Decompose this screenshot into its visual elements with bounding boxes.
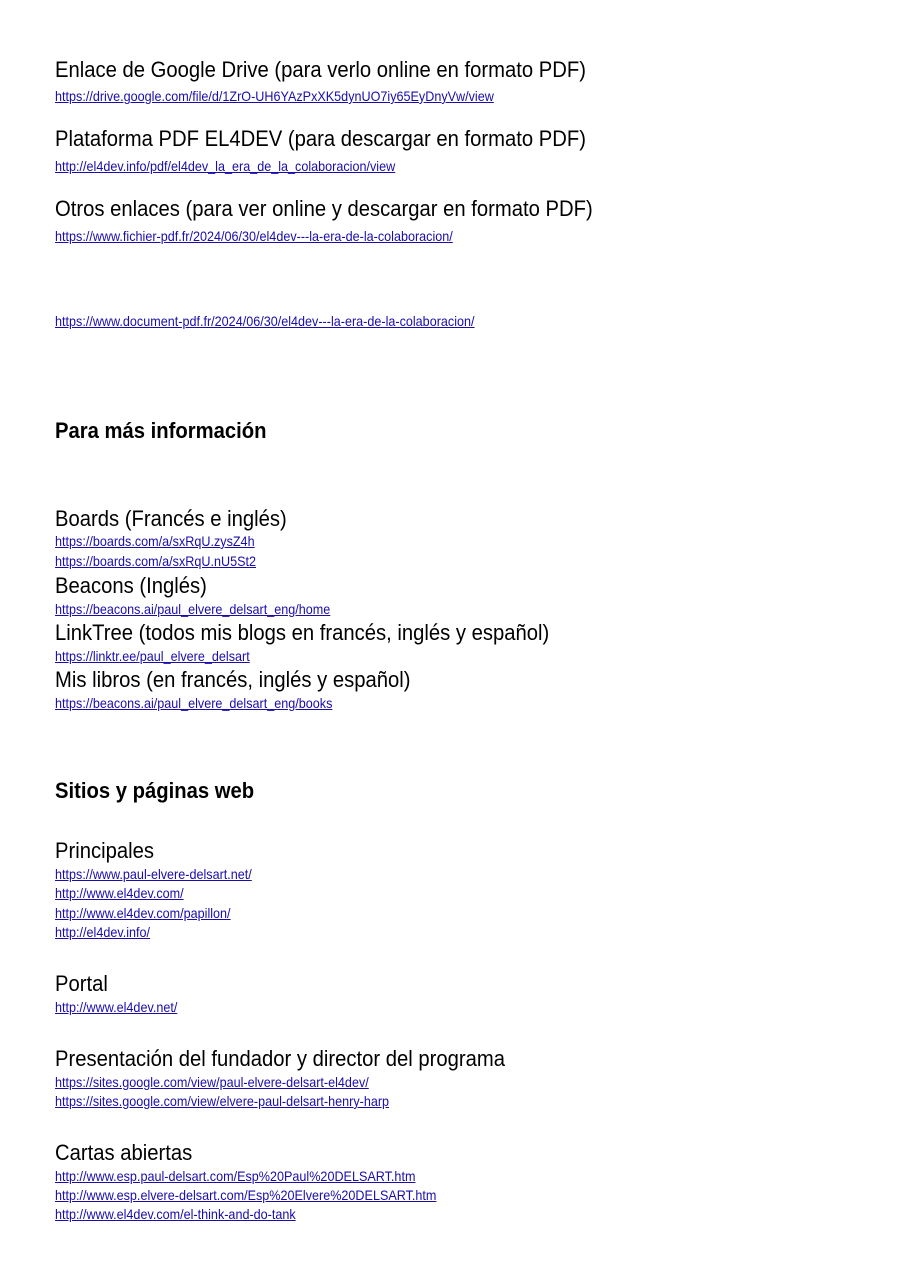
boards-link-1[interactable]: https://boards.com/a/sxRqU.zysZ4h — [55, 533, 255, 549]
main-site-link-2[interactable]: http://www.el4dev.com/ — [55, 885, 184, 901]
boards-link-2[interactable]: https://boards.com/a/sxRqU.nU5St2 — [55, 553, 256, 569]
open-letter-link-3[interactable]: http://www.el4dev.com/el-think-and-do-tank — [55, 1206, 296, 1222]
google-drive-title: Enlace de Google Drive (para verlo online en formato PDF) — [55, 57, 586, 82]
portal-link[interactable]: http://www.el4dev.net/ — [55, 999, 178, 1015]
platform-link[interactable]: http://el4dev.info/pdf/el4dev_la_era_de_la_colaboracion/view — [55, 158, 396, 174]
more-info-heading: Para más información — [55, 418, 267, 443]
books-title: Mis libros (en francés, inglés y español) — [55, 667, 411, 692]
open-letter-link-2[interactable]: http://www.esp.elvere-delsart.com/Esp%20Elvere%20DELSART.htm — [55, 1187, 437, 1203]
platform-title: Plataforma PDF EL4DEV (para descargar en formato PDF) — [55, 126, 586, 151]
founder-link-1[interactable]: https://sites.google.com/view/paul-elvere-delsart-el4dev/ — [55, 1074, 369, 1090]
google-drive-link[interactable]: https://drive.google.com/file/d/1ZrO-UH6YAzPxXK5dynUO7iy65EyDnyVw/view — [55, 88, 494, 104]
open-letter-link-1[interactable]: http://www.esp.paul-delsart.com/Esp%20Paul%20DELSART.htm — [55, 1168, 416, 1184]
founder-link-2[interactable]: https://sites.google.com/view/elvere-paul-delsart-henry-harp — [55, 1093, 390, 1109]
sites-heading: Sitios y páginas web — [55, 778, 255, 803]
linktree-link[interactable]: https://linktr.ee/paul_elvere_delsart — [55, 648, 250, 664]
other-links-title: Otros enlaces (para ver online y descargar en formato PDF) — [55, 196, 593, 221]
open-letters-title: Cartas abiertas — [55, 1140, 193, 1165]
boards-title: Boards (Francés e inglés) — [55, 506, 287, 531]
beacons-link[interactable]: https://beacons.ai/paul_elvere_delsart_eng/home — [55, 601, 331, 617]
books-link[interactable]: https://beacons.ai/paul_elvere_delsart_eng/books — [55, 695, 333, 711]
main-site-link-4[interactable]: http://el4dev.info/ — [55, 924, 151, 940]
linktree-title: LinkTree (todos mis blogs en francés, inglés y español) — [55, 620, 550, 645]
main-site-link-3[interactable]: http://www.el4dev.com/papillon/ — [55, 905, 231, 921]
fichier-pdf-link[interactable]: https://www.fichier-pdf.fr/2024/06/30/el4dev---la-era-de-la-colaboracion/ — [55, 228, 453, 244]
main-site-link-1[interactable]: https://www.paul-elvere-delsart.net/ — [55, 866, 252, 882]
beacons-title: Beacons (Inglés) — [55, 573, 207, 598]
founder-title: Presentación del fundador y director del programa — [55, 1046, 506, 1071]
portal-title: Portal — [55, 971, 108, 996]
document-pdf-link[interactable]: https://www.document-pdf.fr/2024/06/30/el4dev---la-era-de-la-colaboracion/ — [55, 313, 475, 329]
main-sites-title: Principales — [55, 838, 155, 863]
